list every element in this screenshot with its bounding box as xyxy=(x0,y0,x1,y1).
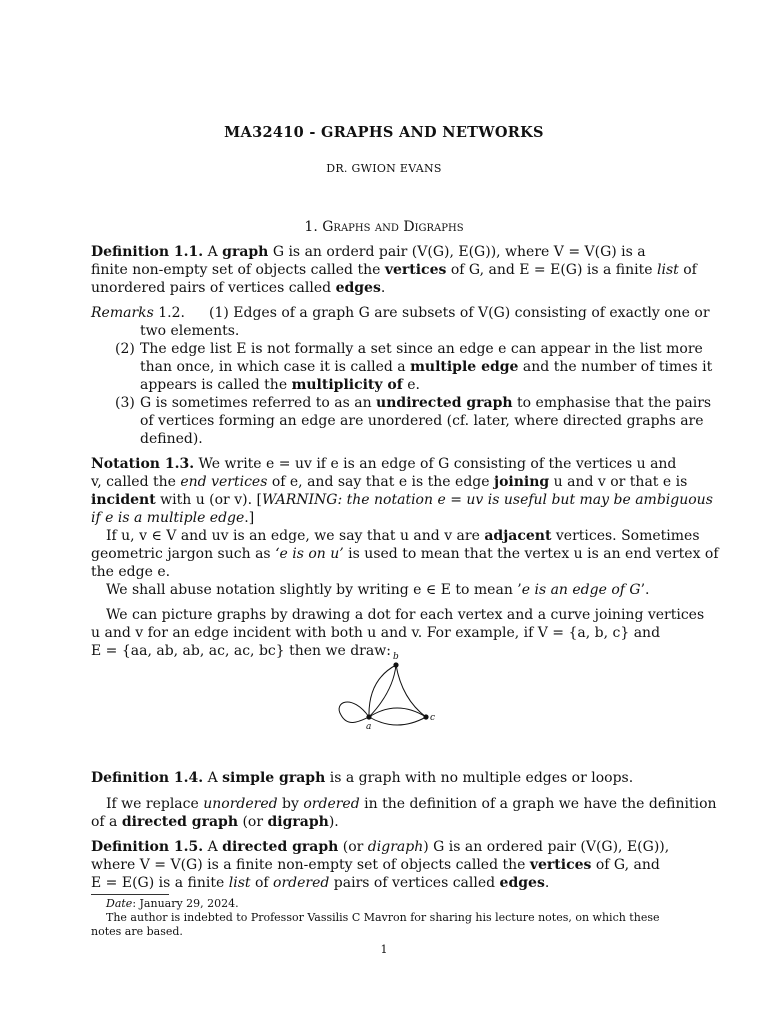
text-run: is used to mean that the vertex u is an end vertex of xyxy=(343,546,719,562)
text-run: If u, v ∈ V and uv is an edge, we say that u and v are xyxy=(106,528,485,544)
text-run: appears is called the xyxy=(140,377,292,393)
text-run: to emphasise that the pairs xyxy=(512,395,712,411)
emphasis: ordered xyxy=(273,875,330,891)
text-run: with u (or v). [ xyxy=(155,492,262,508)
text-run: than once, in which case it is called a xyxy=(140,359,411,375)
text-run: G is an orderd pair (V(G), E(G)), where V = V(G) is a xyxy=(268,244,646,260)
text-run: and the number of times it xyxy=(518,359,713,375)
text-run: unordered pairs of vertices called xyxy=(91,280,336,296)
edge-ab-1 xyxy=(369,665,396,717)
text-run: where V = V(G) is a finite non-empty set of objects called the xyxy=(91,857,530,873)
text-run: (or xyxy=(238,814,268,830)
remarks-item-3-line-3: defined). xyxy=(140,431,203,447)
text-run: ) G is an ordered pair (V(G), E(G)), xyxy=(423,839,670,855)
text-run: e. xyxy=(402,377,420,393)
text-run: of e, and say that e is the edge xyxy=(267,474,494,490)
text-run: of a xyxy=(91,814,122,830)
list-number: (2) xyxy=(115,341,135,357)
section-title: Graphs and Digraphs xyxy=(322,219,464,235)
footnote-acknowledgement-line-1: The author is indebted to Professor Vassilis C Mavron for sharing his lecture notes, on which these xyxy=(106,911,660,924)
text-run: ’. xyxy=(640,582,650,598)
text-run: A xyxy=(203,770,223,786)
remarks-label: Remarks xyxy=(91,305,154,321)
text-run: The edge list E is not formally a set since an edge e can appear in the list more xyxy=(140,341,703,357)
term-edges: edges xyxy=(499,875,545,891)
warning-text: if e is a multiple edge xyxy=(91,510,245,526)
text-run: Edges of a graph G are subsets of V(G) consisting of exactly one or xyxy=(233,305,710,321)
emphasis: list xyxy=(656,262,679,278)
text-run: in the definition of a graph we have the definition xyxy=(359,796,717,812)
term-joining: joining xyxy=(494,474,550,490)
vertex-c xyxy=(423,714,428,719)
term-edges: edges xyxy=(335,280,381,296)
text-run: pairs of vertices called xyxy=(329,875,500,891)
term-adjacent: adjacent xyxy=(484,528,552,544)
vertex-label-c: c xyxy=(430,713,436,723)
picture-paragraph-line-2: u and v for an edge incident with both u and v. For example, if V = {a, b, c} and xyxy=(91,625,661,641)
text-run: of G, and E = E(G) is a finite xyxy=(446,262,657,278)
footnote-date-value: : January 29, 2024. xyxy=(132,897,239,910)
text-run: . xyxy=(380,280,386,296)
definition-label: Definition 1.5. xyxy=(91,839,204,855)
text-run: . xyxy=(544,875,550,891)
text-run: We write e = uv if e is an edge of G consisting of the vertices u and xyxy=(194,456,677,472)
remarks-number: 1.2. xyxy=(153,305,185,321)
definition-1-5-line-3 xyxy=(91,874,549,892)
term-simple-graph: simple graph xyxy=(222,770,326,786)
text-run: of xyxy=(678,262,697,278)
list-number: (3) xyxy=(115,395,135,411)
emphasis: digraph xyxy=(367,839,424,855)
picture-paragraph-line-3: E = {aa, ab, ab, ac, ac, bc} then we draw: xyxy=(91,643,391,659)
text-run: E = E(G) is a finite xyxy=(91,875,229,891)
definition-label: Definition 1.4. xyxy=(91,770,204,786)
term-multiple-edge: multiple edge xyxy=(410,359,519,375)
document-title: MA32410 - GRAPHS AND NETWORKS xyxy=(224,124,544,141)
term-incident: incident xyxy=(91,492,156,508)
text-run: of G, and xyxy=(591,857,660,873)
footnote-rule xyxy=(91,894,169,895)
text-run: A xyxy=(203,839,223,855)
text-run: geometric jargon such as xyxy=(91,546,276,562)
vertex-label-a: a xyxy=(366,722,372,732)
warning-text: WARNING: the notation e = uv is useful but may be ambiguous xyxy=(261,492,713,508)
directed-paragraph-line-2 xyxy=(91,813,339,831)
definition-1-5-line-1 xyxy=(91,838,669,856)
vertex-b xyxy=(393,662,398,667)
emphasis: ‘e is on u’ xyxy=(275,546,344,562)
term-digraph: digraph xyxy=(267,814,329,830)
definition-label: Definition 1.1. xyxy=(91,244,204,260)
text-run: of xyxy=(250,875,274,891)
text-run: u and v or that e is xyxy=(549,474,688,490)
remarks-item-1-line-2: two elements. xyxy=(140,323,240,339)
picture-paragraph-line-1: We can picture graphs by drawing a dot for each vertex and a curve joining vertices xyxy=(106,607,705,623)
text-run: vertices. Sometimes xyxy=(551,528,700,544)
edge-bc xyxy=(396,665,426,717)
notation-label: Notation 1.3. xyxy=(91,456,195,472)
term-vertices: vertices xyxy=(384,262,447,278)
footnote-acknowledgement-line-2: notes are based. xyxy=(91,925,183,938)
footnote-date-label: Date xyxy=(106,897,133,910)
edge-ac-2 xyxy=(369,717,426,725)
text-run: finite non-empty set of objects called the xyxy=(91,262,385,278)
text-run: v, called the xyxy=(91,474,181,490)
term-vertices: vertices xyxy=(529,857,592,873)
text-run: ). xyxy=(328,814,339,830)
footnote-date xyxy=(106,897,239,911)
page-number: 1 xyxy=(380,943,388,956)
term-directed-graph: directed graph xyxy=(222,839,339,855)
term-undirected-graph: undirected graph xyxy=(376,395,513,411)
text-run: .] xyxy=(244,510,255,526)
definition-1-5-line-2 xyxy=(91,856,660,874)
document-author: DR. GWION EVANS xyxy=(326,162,442,175)
text-run: by xyxy=(277,796,304,812)
emphasis: e is an edge of G xyxy=(521,582,641,598)
edge-loop-aa xyxy=(339,702,369,723)
text-run: G is sometimes referred to as an xyxy=(140,395,377,411)
emphasis: ordered xyxy=(303,796,360,812)
text-run: A xyxy=(203,244,223,260)
term-graph: graph xyxy=(222,244,269,260)
emphasis: list xyxy=(228,875,251,891)
term-directed-graph: directed graph xyxy=(121,814,239,830)
text-run: is a graph with no multiple edges or loops. xyxy=(325,770,634,786)
section-number: 1. xyxy=(304,219,318,235)
text-run: If we replace xyxy=(106,796,204,812)
text-run: (or xyxy=(338,839,368,855)
remarks-item-3-line-2: of vertices forming an edge are unordered (cf. later, where directed graphs are xyxy=(140,413,704,429)
vertex-label-b: b xyxy=(393,652,399,662)
adjacent-paragraph-line-3: the edge e. xyxy=(91,564,171,580)
directed-paragraph-line-1 xyxy=(106,795,717,813)
term-multiplicity: multiplicity of xyxy=(291,377,403,393)
list-number: (1) xyxy=(208,305,229,321)
vertex-a xyxy=(366,714,371,719)
text-run: We shall abuse notation slightly by writing e ∈ E to mean ’ xyxy=(106,582,522,598)
emphasis: end vertices xyxy=(180,474,268,490)
emphasis: unordered xyxy=(203,796,278,812)
definition-1-4 xyxy=(91,769,633,787)
